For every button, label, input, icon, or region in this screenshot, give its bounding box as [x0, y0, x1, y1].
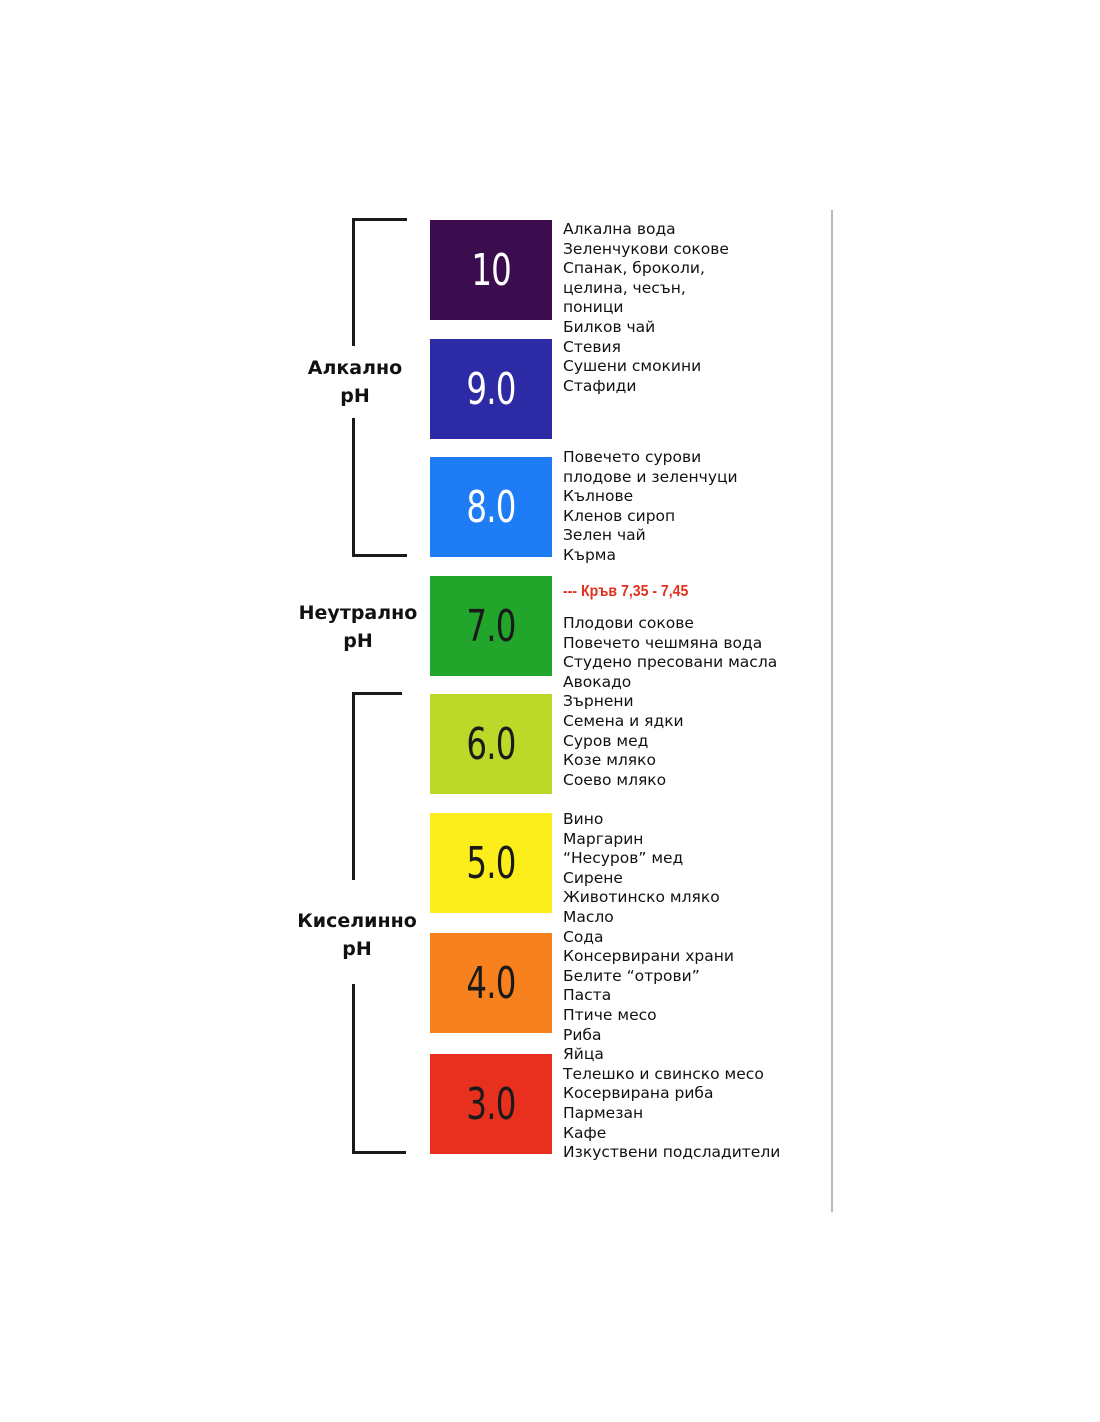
ph-swatch-8	[430, 457, 552, 557]
food-item: Вино	[563, 810, 604, 828]
ph-swatch-9	[430, 339, 552, 439]
food-item: Суров мед	[563, 731, 649, 750]
neutral-label	[288, 599, 428, 655]
alkaline-bracket-bottom	[352, 554, 407, 557]
alkaline-label-line2: pH	[340, 385, 370, 407]
ph-swatch-6	[430, 694, 552, 794]
food-item: Консервирани храни	[563, 947, 734, 966]
food-item: Зелен чай	[563, 526, 646, 545]
acidic-label-line2: pH	[342, 938, 372, 960]
acidic-bracket-lower	[352, 984, 355, 1154]
food-item: Кърма	[563, 545, 616, 564]
acidic-label	[287, 907, 427, 963]
food-item: Козе мляко	[563, 751, 656, 770]
food-item: Стевия	[563, 337, 621, 356]
neutral-label-line2: pH	[343, 630, 373, 652]
food-item: Семена и ядки	[563, 711, 684, 730]
ph-swatch-7	[430, 576, 552, 676]
food-item: Зърнени	[563, 692, 634, 711]
food-item: поници	[563, 298, 624, 317]
food-item: Изкуствени подсладители	[563, 1143, 781, 1162]
ph-value-9: 9.0	[466, 363, 516, 415]
food-item: Масло	[563, 907, 614, 926]
neutral-label-line1: Неутрално	[298, 602, 418, 624]
alkaline-bracket-upper	[352, 218, 355, 346]
food-item: Косервирана риба	[563, 1084, 714, 1103]
food-item: Кленов сироп	[563, 506, 676, 525]
food-item: Спанак, броколи,	[563, 259, 705, 278]
food-item: Студено пресовани масла	[563, 653, 778, 672]
acidic-bracket-bottom	[352, 1151, 406, 1154]
food-item: Кафе	[563, 1123, 607, 1142]
food-item: Плодови сокове	[563, 614, 694, 632]
food-item: Животинско мляко	[563, 888, 720, 907]
blood-ph-note: --- Кръв 7,35 - 7,45	[563, 583, 689, 600]
food-item: Кълнове	[563, 487, 634, 506]
alkaline-label	[285, 354, 425, 410]
alkaline-bracket-lower	[352, 418, 355, 557]
food-item: Авокадо	[563, 672, 632, 691]
food-item: Белите “отрови”	[563, 966, 700, 985]
ph-swatch-3	[430, 1054, 552, 1154]
food-item: Сода	[563, 927, 604, 946]
food-item: Повечето сурови	[563, 448, 702, 466]
ph-swatch-10	[430, 220, 552, 320]
food-list-alkaline-low	[563, 448, 738, 566]
food-item: Телешко и свинско месо	[563, 1064, 764, 1083]
ph-value-5: 5.0	[466, 837, 516, 889]
alkaline-label-line1: Алкално	[307, 357, 403, 379]
food-item: Сирене	[563, 868, 623, 887]
food-item: плодове и зеленчуци	[563, 467, 738, 486]
food-item: Риба	[563, 1025, 602, 1044]
food-item: Зеленчукови сокове	[563, 239, 729, 258]
ph-value-8: 8.0	[466, 481, 516, 533]
food-list-acidic	[563, 810, 780, 1163]
food-item: Птиче месо	[563, 1005, 657, 1024]
food-list-alkaline-high	[563, 220, 729, 396]
food-item: Паста	[563, 986, 612, 1005]
ph-value-4: 4.0	[466, 957, 516, 1009]
food-item: Пармезан	[563, 1103, 644, 1122]
food-item: Алкална вода	[563, 220, 676, 238]
food-item: целина, чесън,	[563, 278, 686, 297]
ph-value-7: 7.0	[466, 600, 516, 652]
food-item: Маргарин	[563, 829, 644, 848]
food-item: Соево мляко	[563, 770, 667, 789]
ph-value-3: 3.0	[466, 1078, 516, 1130]
ph-swatch-5	[430, 813, 552, 913]
food-item: Сушени смокини	[563, 357, 702, 376]
acidic-label-line1: Киселинно	[297, 910, 417, 932]
food-item: Повечето чешмяна вода	[563, 633, 763, 652]
ph-swatch-4	[430, 933, 552, 1033]
acidic-bracket-upper	[352, 692, 355, 880]
food-list-neutral	[563, 614, 777, 790]
food-item: Билков чай	[563, 317, 656, 336]
divider-line	[831, 210, 833, 1212]
acidic-bracket-top	[352, 692, 402, 695]
food-item: Яйца	[563, 1045, 604, 1064]
ph-value-10: 10	[471, 244, 511, 296]
alkaline-bracket-top	[352, 218, 407, 221]
ph-value-6: 6.0	[466, 718, 516, 770]
food-item: “Несуров” мед	[563, 849, 684, 868]
food-item: Стафиди	[563, 376, 637, 395]
